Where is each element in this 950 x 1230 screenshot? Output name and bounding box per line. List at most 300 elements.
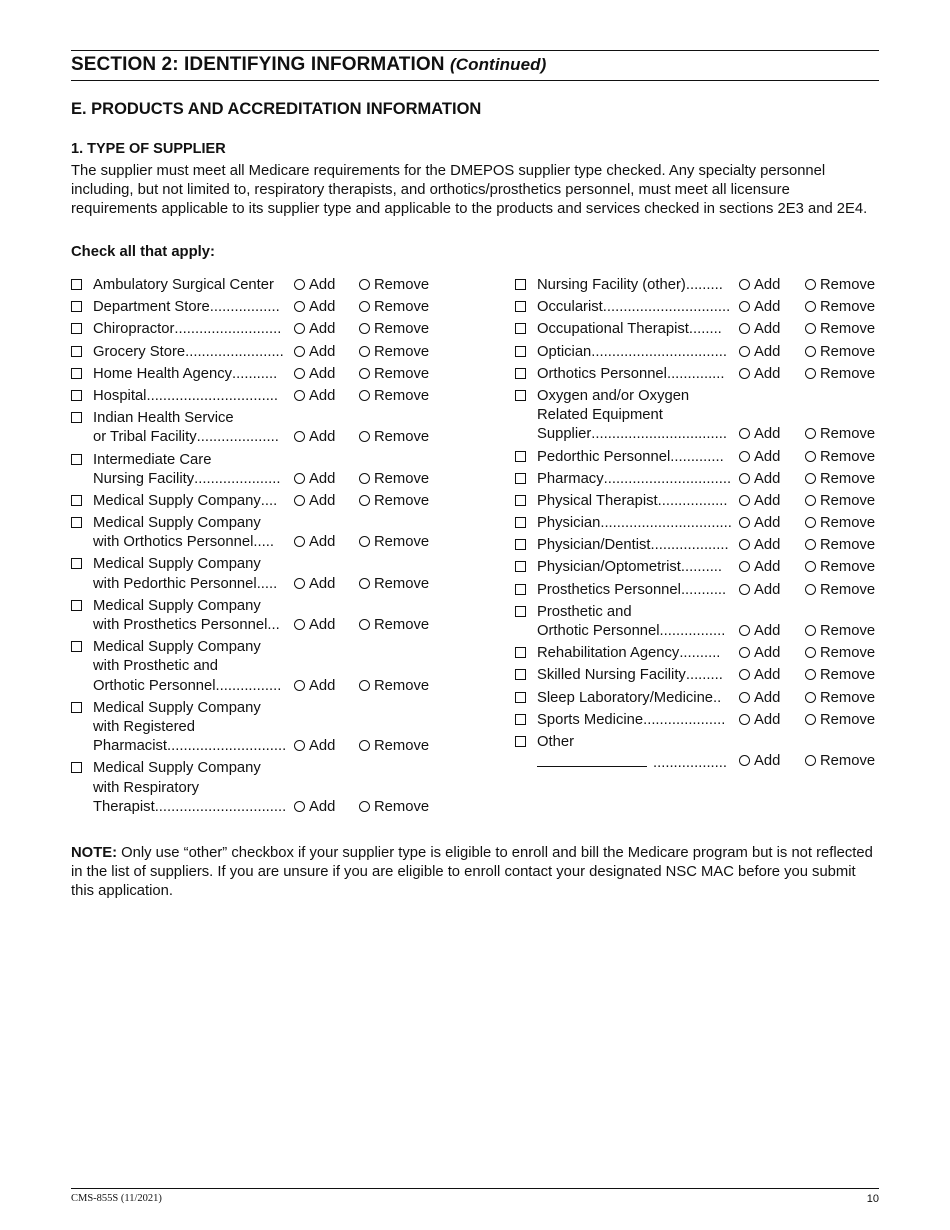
add-label: Add	[309, 534, 336, 551]
supplier-type-item	[515, 387, 895, 445]
supplier-type-item	[515, 603, 895, 641]
add-radio-icon[interactable]	[739, 539, 750, 550]
add-label: Add	[754, 343, 781, 360]
leader-dots: ....................	[196, 429, 279, 446]
remove-option[interactable]	[359, 677, 429, 696]
remove-radio-icon[interactable]	[805, 451, 816, 462]
add-option[interactable]	[294, 365, 335, 384]
add-option[interactable]	[294, 343, 335, 362]
remove-radio-icon[interactable]	[359, 431, 370, 442]
remove-radio-icon[interactable]	[805, 692, 816, 703]
remove-radio-icon[interactable]	[805, 539, 816, 550]
leader-dots: .................................	[591, 426, 727, 443]
leader-dots: .........	[685, 277, 723, 293]
add-radio-icon[interactable]	[739, 346, 750, 357]
add-radio-icon[interactable]	[739, 561, 750, 572]
note	[71, 844, 876, 901]
remove-label: Remove	[374, 429, 430, 446]
add-option[interactable]	[739, 320, 780, 339]
add-label: Add	[754, 515, 781, 532]
supplier-type-item	[515, 298, 895, 317]
add-radio-icon[interactable]	[294, 323, 305, 334]
remove-radio-icon[interactable]	[805, 301, 816, 312]
remove-label: Remove	[374, 492, 430, 509]
add-option[interactable]	[294, 616, 335, 635]
add-option[interactable]	[294, 470, 335, 489]
add-radio-icon[interactable]	[294, 390, 305, 401]
add-option[interactable]	[294, 575, 335, 594]
remove-radio-icon[interactable]	[359, 390, 370, 401]
remove-option[interactable]	[805, 689, 875, 708]
remove-label: Remove	[820, 321, 876, 338]
supplier-type-item	[515, 276, 895, 295]
add-label: Add	[754, 299, 781, 316]
supplier-type-checkbox[interactable]	[515, 517, 526, 528]
add-radio-icon[interactable]	[294, 279, 305, 290]
leader-dots: ...	[267, 617, 280, 633]
add-label: Add	[309, 492, 336, 509]
remove-label: Remove	[374, 299, 430, 316]
add-option[interactable]	[294, 387, 335, 406]
supplier-type-checkbox[interactable]	[515, 692, 526, 703]
supplier-type-label: Prosthetics Personnel	[537, 581, 681, 598]
section-title	[71, 54, 546, 76]
supplier-type-label: with Prosthetic and	[93, 658, 219, 675]
remove-radio-icon[interactable]	[805, 561, 816, 572]
supplier-type-label: Medical Supply Company	[93, 597, 261, 614]
supplier-type-label: Grocery Store	[93, 343, 186, 360]
add-option[interactable]	[294, 533, 335, 552]
remove-radio-icon[interactable]	[359, 740, 370, 751]
supplier-type-item	[515, 558, 895, 577]
remove-option[interactable]	[805, 298, 875, 317]
add-option[interactable]	[294, 428, 335, 447]
remove-label: Remove	[820, 711, 876, 728]
supplier-type-item	[515, 536, 895, 555]
remove-label: Remove	[820, 365, 876, 382]
add-option[interactable]	[739, 581, 780, 600]
add-option[interactable]	[739, 448, 780, 467]
supplier-type-label: Chiropractor	[93, 321, 175, 338]
supplier-type-checkbox[interactable]	[71, 558, 82, 569]
add-radio-icon[interactable]	[739, 584, 750, 595]
supplier-type-item	[71, 409, 451, 447]
remove-label: Remove	[820, 277, 876, 293]
supplier-type-label: Supplier	[537, 426, 592, 443]
remove-label: Remove	[374, 387, 430, 404]
leader-dots: ................................	[146, 387, 279, 404]
remove-option[interactable]	[359, 428, 429, 447]
other-specify-field[interactable]	[537, 752, 647, 767]
supplier-type-label: with Pedorthic Personnel	[93, 575, 257, 592]
add-label: Add	[309, 365, 336, 382]
add-radio-icon[interactable]	[739, 625, 750, 636]
remove-option[interactable]	[805, 492, 875, 511]
add-label: Add	[309, 677, 336, 694]
supplier-type-label: Sleep Laboratory/Medicine	[537, 689, 714, 706]
remove-radio-icon[interactable]	[805, 584, 816, 595]
add-option[interactable]	[739, 644, 780, 663]
add-label: Add	[754, 537, 781, 554]
add-radio-icon[interactable]	[739, 495, 750, 506]
section-top-rule	[71, 50, 879, 51]
supplier-type-label: Home Health Agency	[93, 365, 233, 382]
add-option[interactable]	[739, 622, 780, 641]
add-radio-icon[interactable]	[294, 495, 305, 506]
supplier-type-label: Physician/Optometrist	[537, 559, 681, 576]
supplier-type-checkbox[interactable]	[515, 561, 526, 572]
remove-radio-icon[interactable]	[359, 368, 370, 379]
remove-option[interactable]	[805, 644, 875, 663]
remove-label: Remove	[820, 667, 876, 684]
add-label: Add	[309, 798, 336, 815]
add-radio-icon[interactable]	[294, 346, 305, 357]
supplier-type-checkbox[interactable]	[515, 495, 526, 506]
leader-dots: ....	[260, 492, 278, 509]
leader-dots: .................	[209, 299, 280, 316]
form-id: CMS-855S (11/2021)	[71, 1193, 162, 1204]
add-radio-icon[interactable]	[294, 536, 305, 547]
remove-label: Remove	[374, 365, 430, 382]
supplier-type-label: Physician	[537, 515, 601, 532]
remove-option[interactable]	[359, 320, 429, 339]
supplier-type-item	[515, 514, 895, 533]
leader-dots: ..	[713, 689, 722, 706]
add-option[interactable]	[294, 298, 335, 317]
remove-option[interactable]	[359, 276, 429, 295]
supplier-type-label: Hospital	[93, 387, 147, 404]
supplier-type-checkbox[interactable]	[515, 539, 526, 550]
add-option[interactable]	[739, 752, 780, 771]
remove-radio-icon[interactable]	[805, 495, 816, 506]
supplier-type-checkbox[interactable]	[71, 323, 82, 334]
supplier-type-label: Oxygen and/or Oxygen	[537, 387, 690, 404]
remove-option[interactable]	[805, 752, 875, 771]
add-radio-icon[interactable]	[294, 801, 305, 812]
add-radio-icon[interactable]	[739, 714, 750, 725]
note-label: NOTE:	[71, 845, 118, 861]
supplier-type-label: Prosthetic and	[537, 603, 632, 620]
add-radio-icon[interactable]	[739, 428, 750, 439]
leader-dots: .................................	[591, 343, 727, 360]
supplier-type-label: Medical Supply Company	[93, 492, 261, 509]
supplier-type-checkbox[interactable]	[71, 301, 82, 312]
add-radio-icon[interactable]	[294, 431, 305, 442]
remove-radio-icon[interactable]	[359, 536, 370, 547]
leader-dots: ..........	[679, 645, 721, 662]
supplier-type-item	[71, 365, 451, 384]
leader-dots: .....................	[194, 470, 281, 487]
supplier-type-label: Skilled Nursing Facility	[537, 667, 686, 684]
supplier-type-label: Occularist	[537, 299, 603, 316]
leader-dots: ................................	[154, 798, 287, 815]
add-label: Add	[754, 492, 781, 509]
supplier-list-left	[71, 276, 451, 820]
remove-radio-icon[interactable]	[359, 495, 370, 506]
supplier-type-item	[71, 555, 451, 593]
remove-option[interactable]	[805, 558, 875, 577]
supplier-type-checkbox[interactable]	[71, 762, 82, 773]
add-option[interactable]	[739, 558, 780, 577]
remove-label: Remove	[374, 738, 430, 755]
subsection-title: E. PRODUCTS AND ACCREDITATION INFORMATION	[71, 100, 482, 118]
supplier-type-label: Pedorthic Personnel	[537, 448, 671, 465]
remove-option[interactable]	[805, 470, 875, 489]
supplier-type-checkbox[interactable]	[71, 702, 82, 713]
remove-label: Remove	[374, 617, 430, 633]
supplier-type-checkbox[interactable]	[71, 600, 82, 611]
leader-dots: ....................	[643, 711, 726, 728]
remove-label: Remove	[374, 575, 430, 592]
remove-option[interactable]	[359, 737, 429, 756]
remove-radio-icon[interactable]	[359, 619, 370, 630]
remove-radio-icon[interactable]	[359, 279, 370, 290]
section-bottom-rule	[71, 80, 879, 81]
remove-radio-icon[interactable]	[805, 323, 816, 334]
remove-option[interactable]	[805, 448, 875, 467]
leader-dots: ..........................	[174, 321, 282, 338]
leader-dots: ...........	[232, 365, 278, 382]
leader-dots: ................	[659, 623, 726, 639]
add-option[interactable]	[739, 276, 780, 295]
add-label: Add	[754, 470, 781, 487]
remove-label: Remove	[374, 534, 430, 551]
supplier-type-checkbox[interactable]	[515, 390, 526, 401]
supplier-type-checkbox[interactable]	[71, 641, 82, 652]
supplier-type-label: Physician/Dentist	[537, 537, 651, 554]
add-radio-icon[interactable]	[739, 451, 750, 462]
remove-radio-icon[interactable]	[805, 428, 816, 439]
remove-radio-icon[interactable]	[805, 755, 816, 766]
supplier-type-checkbox[interactable]	[515, 584, 526, 595]
add-label: Add	[309, 277, 336, 293]
add-radio-icon[interactable]	[739, 647, 750, 658]
add-radio-icon[interactable]	[739, 323, 750, 334]
supplier-type-label: Nursing Facility (other)	[537, 277, 686, 293]
remove-option[interactable]	[359, 365, 429, 384]
supplier-type-checkbox[interactable]	[71, 346, 82, 357]
remove-radio-icon[interactable]	[805, 473, 816, 484]
add-label: Add	[754, 448, 781, 465]
add-option[interactable]	[739, 298, 780, 317]
supplier-type-checkbox[interactable]	[71, 279, 82, 290]
remove-label: Remove	[374, 277, 430, 293]
leader-dots: ...........	[680, 581, 727, 598]
add-label: Add	[754, 581, 781, 598]
remove-label: Remove	[820, 623, 876, 639]
remove-radio-icon[interactable]	[805, 647, 816, 658]
remove-option[interactable]	[359, 298, 429, 317]
supplier-type-checkbox[interactable]	[515, 473, 526, 484]
supplier-type-checkbox[interactable]	[515, 669, 526, 680]
supplier-type-label: Rehabilitation Agency	[537, 645, 680, 662]
supplier-type-item	[515, 470, 895, 489]
remove-option[interactable]	[805, 622, 875, 641]
add-radio-icon[interactable]	[739, 279, 750, 290]
add-option[interactable]	[739, 425, 780, 444]
remove-option[interactable]	[805, 581, 875, 600]
remove-option[interactable]	[805, 514, 875, 533]
add-label: Add	[309, 429, 336, 446]
add-option[interactable]	[739, 514, 780, 533]
add-option[interactable]	[294, 492, 335, 511]
remove-option[interactable]	[805, 276, 875, 295]
supplier-type-checkbox[interactable]	[71, 517, 82, 528]
add-option[interactable]	[739, 689, 780, 708]
remove-option[interactable]	[359, 492, 429, 511]
leader-dots: ................	[215, 677, 282, 694]
add-radio-icon[interactable]	[739, 669, 750, 680]
remove-option[interactable]	[805, 666, 875, 685]
remove-option[interactable]	[359, 470, 429, 489]
supplier-type-checkbox[interactable]	[71, 454, 82, 465]
remove-radio-icon[interactable]	[359, 680, 370, 691]
add-radio-icon[interactable]	[739, 517, 750, 528]
supplier-type-checkbox[interactable]	[515, 736, 526, 747]
footer-rule	[71, 1188, 879, 1189]
remove-option[interactable]	[359, 343, 429, 362]
supplier-type-item	[71, 638, 451, 696]
supplier-type-item	[71, 276, 451, 295]
leader-dots: ...............................	[602, 299, 731, 316]
remove-radio-icon[interactable]	[359, 473, 370, 484]
add-label: Add	[309, 617, 336, 633]
add-radio-icon[interactable]	[739, 368, 750, 379]
supplier-type-label: Medical Supply Company	[93, 639, 261, 656]
remove-radio-icon[interactable]	[805, 346, 816, 357]
supplier-type-item	[71, 597, 451, 635]
supplier-type-item	[515, 711, 895, 730]
remove-radio-icon[interactable]	[359, 801, 370, 812]
supplier-type-checkbox[interactable]	[515, 346, 526, 357]
add-label: Add	[309, 387, 336, 404]
remove-radio-icon[interactable]	[359, 346, 370, 357]
remove-radio-icon[interactable]	[805, 714, 816, 725]
section-title-text: SECTION 2: IDENTIFYING INFORMATION	[71, 54, 445, 75]
supplier-type-checkbox[interactable]	[515, 714, 526, 725]
supplier-type-label: Ambulatory Surgical Center	[93, 277, 274, 293]
supplier-type-checkbox[interactable]	[71, 495, 82, 506]
remove-label: Remove	[374, 470, 430, 487]
supplier-type-label: or Tribal Facility	[93, 429, 197, 446]
supplier-type-checkbox[interactable]	[515, 301, 526, 312]
add-option[interactable]	[294, 276, 335, 295]
supplier-type-checkbox[interactable]	[71, 412, 82, 423]
supplier-type-label: Related Equipment	[537, 407, 663, 424]
add-option[interactable]	[294, 677, 335, 696]
add-radio-icon[interactable]	[294, 301, 305, 312]
remove-label: Remove	[820, 343, 876, 360]
supplier-type-checkbox[interactable]	[515, 647, 526, 658]
remove-option[interactable]	[359, 575, 429, 594]
note-text: Only use “other” checkbox if your supplier type is eligible to enroll and bill the Medicare program but is not reflected in the list of suppliers. If you are unsure if you are eligible to enroll contact your designated NSC MAC before you submit this application.	[71, 845, 873, 899]
remove-radio-icon[interactable]	[805, 625, 816, 636]
supplier-type-checkbox[interactable]	[515, 451, 526, 462]
supplier-type-item	[71, 699, 451, 757]
remove-option[interactable]	[359, 798, 429, 817]
remove-radio-icon[interactable]	[359, 578, 370, 589]
remove-option[interactable]	[805, 425, 875, 444]
remove-radio-icon[interactable]	[805, 669, 816, 680]
add-option[interactable]	[739, 365, 780, 384]
leader-dots: ........	[688, 321, 722, 338]
remove-label: Remove	[820, 645, 876, 662]
supplier-type-label: with Registered	[93, 718, 195, 735]
supplier-type-checkbox[interactable]	[515, 323, 526, 334]
remove-radio-icon[interactable]	[359, 323, 370, 334]
add-radio-icon[interactable]	[294, 740, 305, 751]
remove-label: Remove	[820, 537, 876, 554]
remove-option[interactable]	[805, 365, 875, 384]
remove-radio-icon[interactable]	[359, 301, 370, 312]
remove-option[interactable]	[805, 711, 875, 730]
leader-dots: ........................	[185, 343, 284, 360]
add-label: Add	[309, 299, 336, 316]
section-continued: (Continued)	[449, 55, 547, 74]
add-option[interactable]	[739, 492, 780, 511]
leader-dots: .........	[685, 667, 723, 684]
add-option[interactable]	[739, 343, 780, 362]
supplier-type-label: Therapist	[93, 798, 155, 815]
supplier-type-checkbox[interactable]	[515, 279, 526, 290]
remove-option[interactable]	[805, 320, 875, 339]
add-radio-icon[interactable]	[739, 692, 750, 703]
supplier-type-checkbox[interactable]	[515, 368, 526, 379]
add-option[interactable]	[294, 798, 335, 817]
add-label: Add	[754, 711, 781, 728]
add-radio-icon[interactable]	[294, 680, 305, 691]
supplier-type-checkbox[interactable]	[515, 606, 526, 617]
supplier-type-item	[515, 343, 895, 362]
add-radio-icon[interactable]	[294, 578, 305, 589]
add-radio-icon[interactable]	[294, 619, 305, 630]
add-option[interactable]	[739, 470, 780, 489]
remove-radio-icon[interactable]	[805, 517, 816, 528]
supplier-list-right	[515, 276, 895, 774]
remove-radio-icon[interactable]	[805, 279, 816, 290]
supplier-type-label: Nursing Facility	[93, 470, 195, 487]
remove-option[interactable]	[805, 343, 875, 362]
add-radio-icon[interactable]	[739, 473, 750, 484]
remove-option[interactable]	[359, 616, 429, 635]
check-all-label: Check all that apply:	[71, 244, 215, 260]
add-option[interactable]	[294, 320, 335, 339]
supplier-type-item	[515, 365, 895, 384]
add-option[interactable]	[739, 711, 780, 730]
supplier-type-label: with Prosthetics Personnel	[93, 617, 268, 633]
supplier-type-label: Medical Supply Company	[93, 760, 261, 777]
remove-label: Remove	[820, 515, 876, 532]
add-option[interactable]	[294, 737, 335, 756]
supplier-type-checkbox[interactable]	[71, 368, 82, 379]
remove-option[interactable]	[805, 536, 875, 555]
leader-dots: .............................	[167, 738, 287, 755]
remove-option[interactable]	[359, 387, 429, 406]
supplier-type-item	[515, 689, 895, 708]
add-option[interactable]	[739, 536, 780, 555]
leader-dots: ................................	[600, 515, 732, 532]
remove-option[interactable]	[359, 533, 429, 552]
add-radio-icon[interactable]	[739, 755, 750, 766]
supplier-type-checkbox[interactable]	[71, 390, 82, 401]
add-radio-icon[interactable]	[294, 473, 305, 484]
leader-dots: .............	[670, 448, 724, 465]
add-option[interactable]	[739, 666, 780, 685]
remove-radio-icon[interactable]	[805, 368, 816, 379]
add-radio-icon[interactable]	[294, 368, 305, 379]
supplier-type-label: Intermediate Care	[93, 451, 212, 468]
add-radio-icon[interactable]	[739, 301, 750, 312]
